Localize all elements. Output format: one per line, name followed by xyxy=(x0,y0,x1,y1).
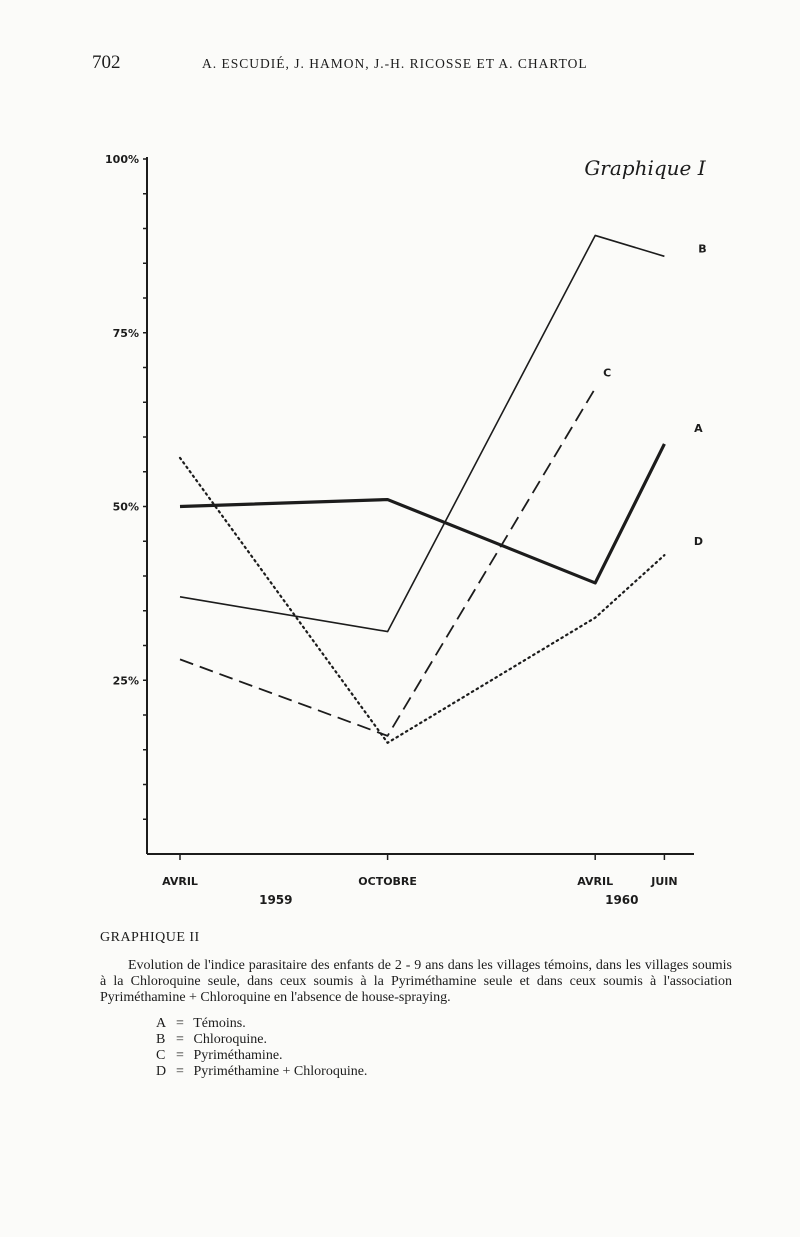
running-authors: A. ESCUDIÉ, J. HAMON, J.-H. RICOSSE ET A. CHARTOL xyxy=(202,56,588,71)
caption-title: GRAPHIQUE II xyxy=(100,930,200,945)
x-tick-label: JUIN xyxy=(651,875,678,888)
series-label-c: C xyxy=(603,366,612,380)
chart-title: Graphique I xyxy=(584,156,706,180)
legend-label-b: Chloroquine. xyxy=(193,1032,267,1047)
legend-row-b: B = Chloroquine. xyxy=(156,1032,267,1047)
legend-label-d: Pyriméthamine + Chloroquine. xyxy=(193,1064,368,1079)
y-tick-label: 50% xyxy=(112,500,139,514)
y-tick-label: 100% xyxy=(105,153,139,166)
legend-key-b: B xyxy=(156,1032,166,1047)
legend-label-a: Témoins. xyxy=(193,1016,246,1031)
caption-legend xyxy=(156,1016,732,1080)
legend-row-c: C = Pyriméthamine. xyxy=(156,1048,283,1063)
series-label-a: A xyxy=(694,421,703,435)
x-tick-label: AVRIL xyxy=(577,875,614,888)
series-line-d xyxy=(180,458,664,743)
x-tick-label: OCTOBRE xyxy=(358,875,417,888)
year-label: 1959 xyxy=(259,893,293,907)
page-number: 702 xyxy=(92,52,121,73)
legend-row-a: A = Témoins. xyxy=(156,1016,246,1031)
caption-body: Evolution de l'indice parasitaire des enfants de 2 - 9 ans dans les villages témoins, dans les villages soumis à la Chloroquine seule, dans ceux soumis à la Pyriméthamine seule et dans ceux soumis à l'association Pyriméthamine + Chloroquine en l'absence de house-spraying. xyxy=(100,958,732,1005)
series-line-c xyxy=(180,388,595,735)
legend-key-c: C xyxy=(156,1048,166,1063)
series-line-b xyxy=(180,235,664,631)
year-label: 1960 xyxy=(605,893,639,907)
series-label-b: B xyxy=(698,242,707,256)
series-label-d: D xyxy=(693,535,703,549)
x-tick-label: AVRIL xyxy=(162,875,198,888)
y-tick-label: 75% xyxy=(112,326,139,340)
legend-label-c: Pyriméthamine. xyxy=(193,1048,283,1063)
y-tick-label: 25% xyxy=(112,674,139,688)
figure-caption xyxy=(100,930,732,1080)
legend-key-a: A xyxy=(156,1016,167,1031)
legend-row-d: D = Pyriméthamine + Chloroquine. xyxy=(156,1064,368,1079)
legend-key-d: D xyxy=(156,1064,167,1079)
series-line-a xyxy=(180,444,664,583)
